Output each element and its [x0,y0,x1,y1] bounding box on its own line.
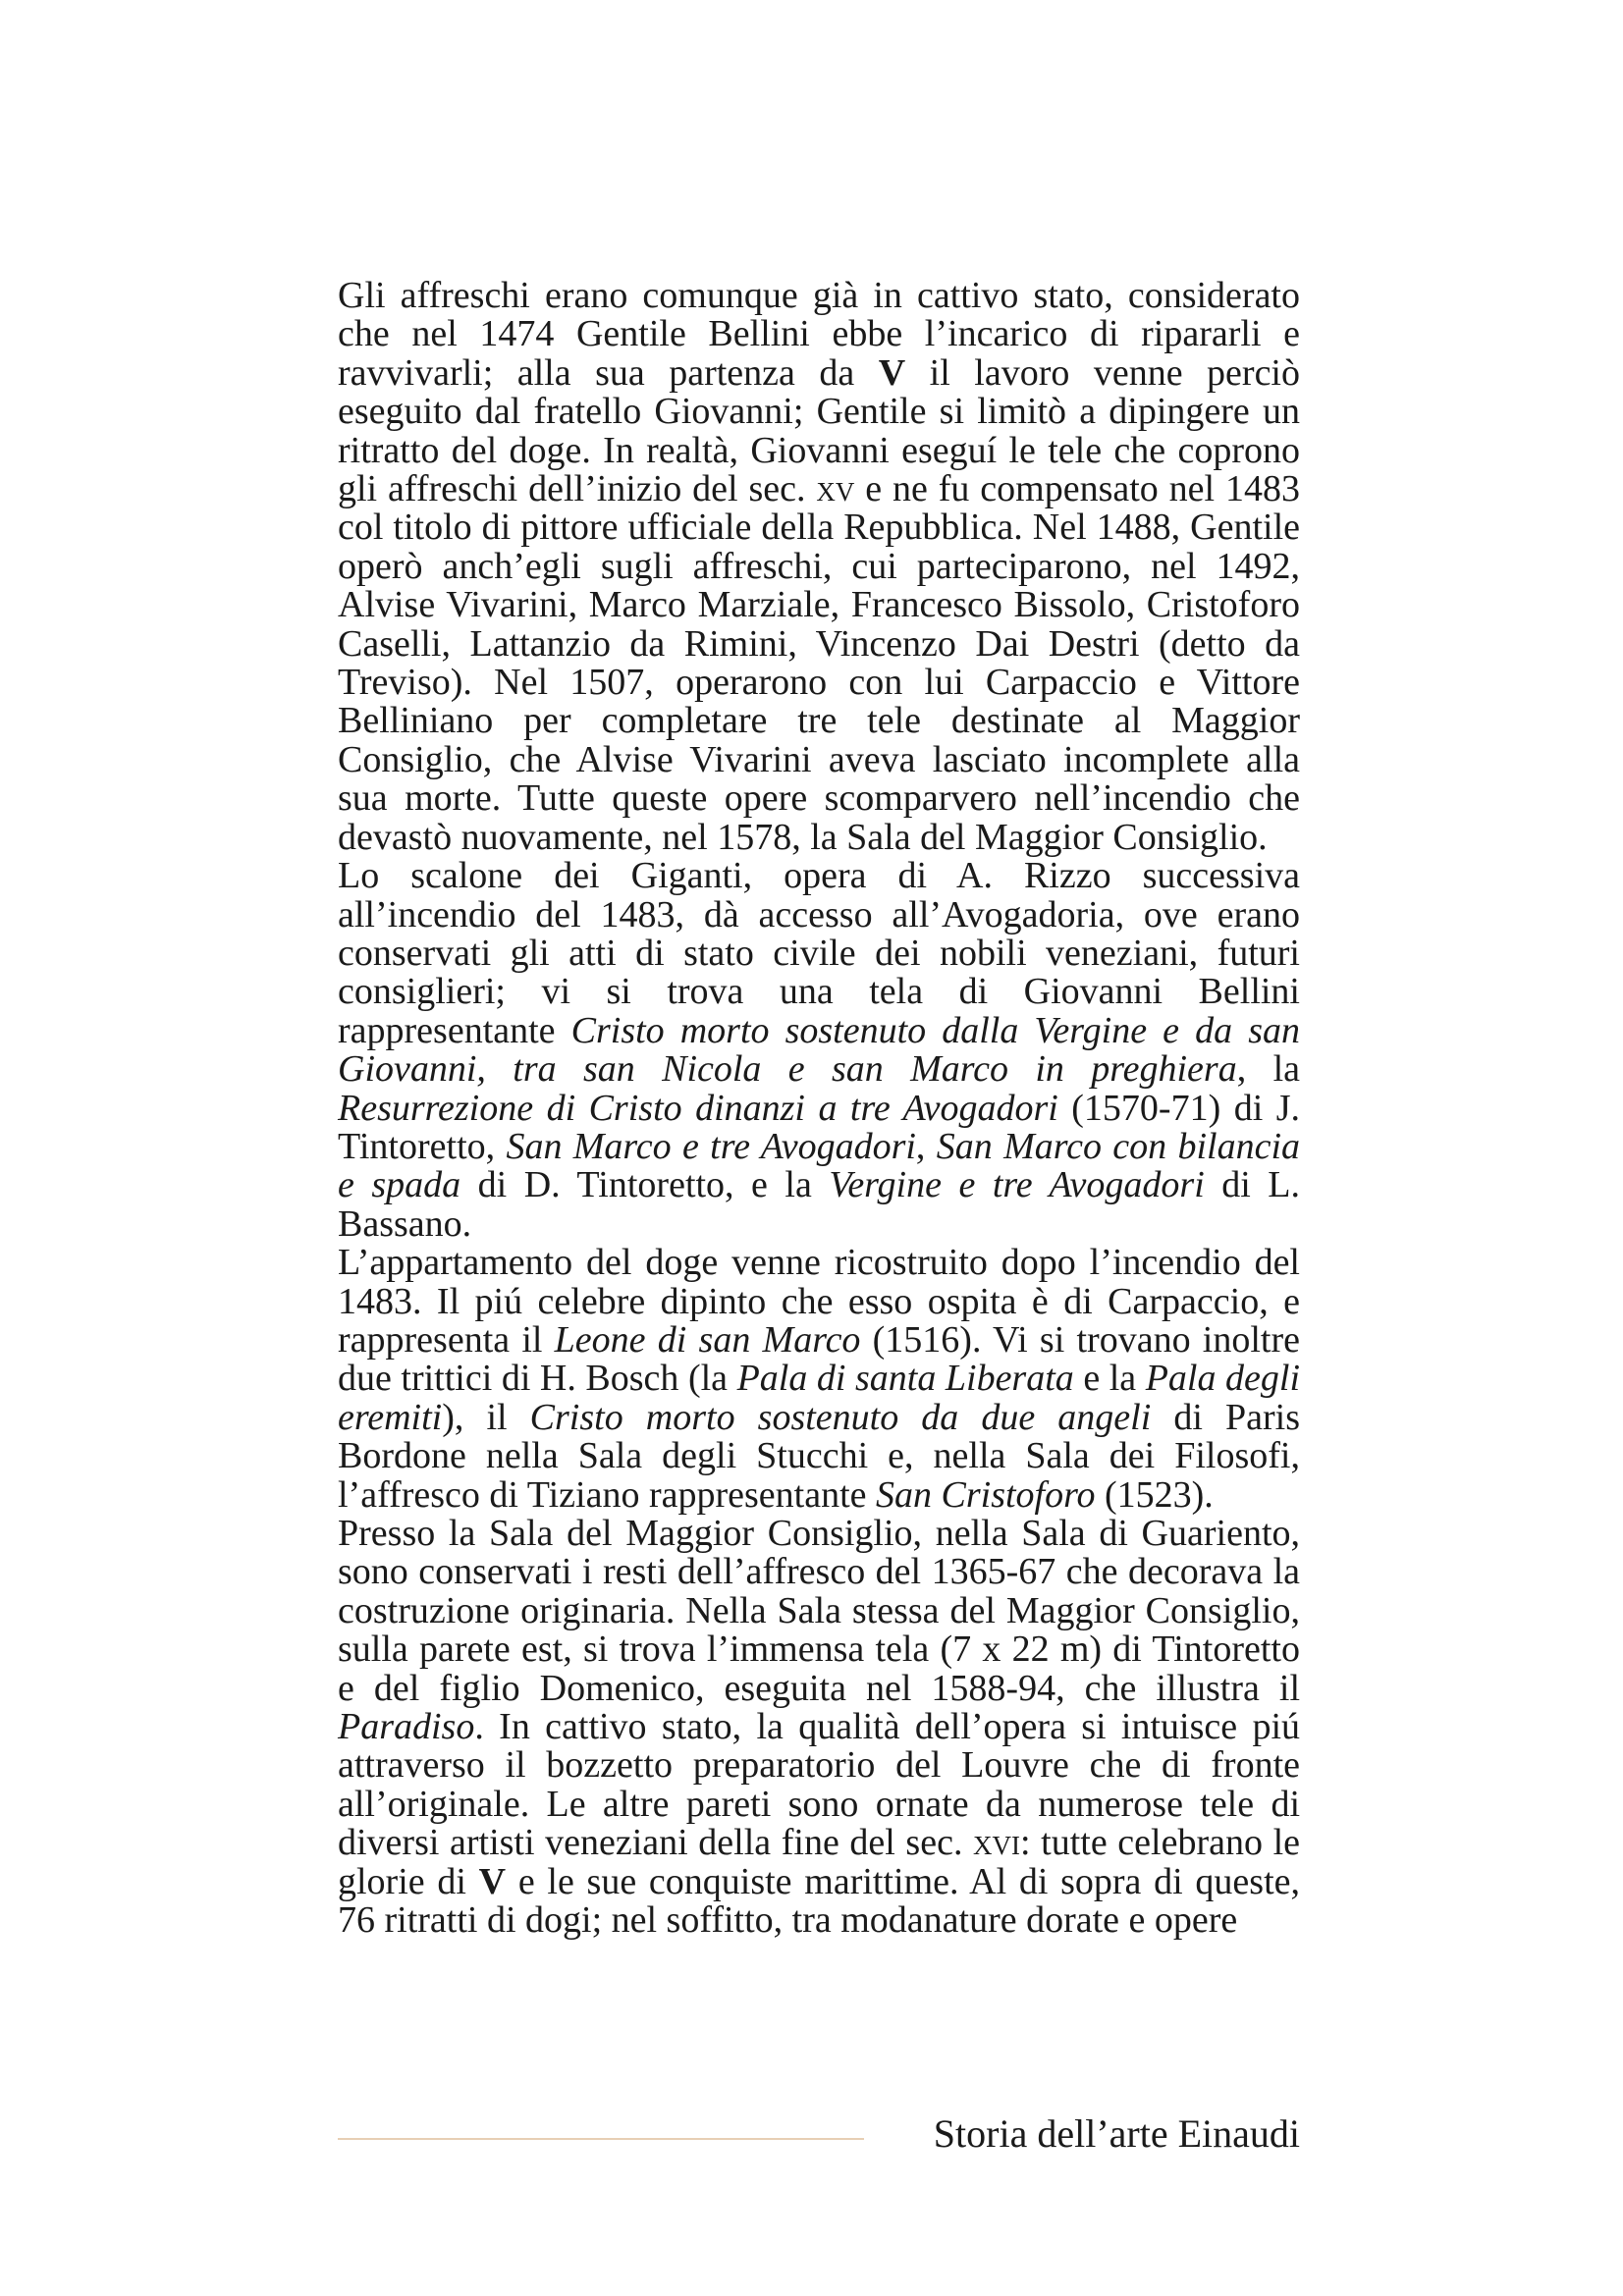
text-run: ), il [442,1396,530,1438]
body-text [338,277,1300,1940]
italic-title: Cristo morto sostenuto dalla Vergine e da san Giovanni, tra san Nicola e san Marco in preghiera [338,1009,1300,1091]
paragraph-3 [338,1244,1300,1515]
text-run: . In cattivo stato, la qualità dell’opera si intuisce piú attraverso il bozzetto preparatorio del Louvre che di fronte all’originale. Le altre pareti sono ornate da numerose tele di diversi artisti veneziani della fine del sec. [338,1706,1300,1864]
italic-title: Pala degli eremiti [338,1358,1300,1438]
bold-abbrev: V [878,351,906,394]
text-run: e ne fu compensato nel 1483 col titolo di pittore ufficiale della Repubblica. Nel 1488, Gentile operò anch’egli sugli affreschi, cui parteciparono, nel 1492, Alvise Vivarini, Marco Marziale, Francesco Bissolo, Cristoforo Caselli, Lattanzio da Rimini, Vincenzo Dai Destri (detto da Treviso). Nel 1507, operarono con lui Carpaccio e Vittore Belliniano per completare tre tele destinate al Maggior Consiglio, che Alvise Vivarini aveva lasciato incomplete alla sua morte. Tutte queste opere scomparvero nell’incendio che devastò nuovamente, nel 1578, la Sala del Maggior Consiglio. [338,468,1300,858]
text-run: Gli affreschi erano comunque già in cattivo stato, considerato che nel 1474 Gentile Bellini ebbe l’incarico di ripararli e ravvivarli; alla sua partenza da [338,275,1300,394]
italic-title: San Cristoforo [876,1473,1096,1516]
italic-title: Paradiso [338,1706,475,1748]
italic-title: Leone di san Marco [554,1318,861,1361]
footer-rule [338,2138,864,2140]
text-run: il lavoro venne perciò eseguito dal fratello Giovanni; Gentile si limitò a dipingere un ritratto del doge. In realtà, Giovanni eseguí le tele che coprono gli affreschi dell’inizio del sec. [338,351,1300,510]
italic-title: Cristo morto sostenuto da due angeli [529,1396,1152,1438]
text-run: (1516). Vi si trovano inoltre due trittici di H. Bosch (la [338,1318,1300,1400]
paragraph-1 [338,277,1300,857]
text-run: , la [1236,1048,1300,1091]
century-numeral: xvi [973,1822,1021,1864]
italic-title: Vergine e tre Avogadori [829,1164,1205,1206]
text-run: e la [1073,1358,1146,1400]
footer-title: Storia dell’arte Einaudi [933,2111,1300,2156]
text-run: L’appartamento del doge venne ricostruito dopo l’incendio del 1483. Il piú celebre dipinto che esso ospita è di Carpaccio, e rappresenta il [338,1242,1300,1361]
text-run: Presso la Sala del Maggior Consiglio, nella Sala di Guariento, sono conservati i resti dell’affresco del 1365-67 che decorava la costruzione originaria. Nella Sala stessa del Maggior Consiglio, sulla parete est, si trova l’immensa tela (7 x 22 m) di Tintoretto e del figlio Domenico, eseguita nel 1588-94, che illustra il [338,1513,1300,1709]
paragraph-2 [338,857,1300,1244]
paragraph-4 [338,1515,1300,1940]
bold-abbrev: V [478,1860,507,1902]
text-run: , [915,1125,937,1167]
italic-title: Pala di santa Liberata [736,1358,1074,1400]
italic-title: Resurrezione di Cristo dinanzi a tre Avogadori [338,1087,1058,1129]
text-run: (1523). [1095,1473,1214,1516]
text-run: di Paris Bordone nella Sala degli Stucchi e, nella Sala dei Filosofi, l’affresco di Tiziano rappresentante [338,1396,1301,1516]
italic-title: San Marco con bilancia e spada [338,1125,1300,1206]
text-run: : tutte celebrano le glorie di [338,1822,1300,1902]
text-run: di D. Tintoretto, e la [460,1164,830,1206]
italic-title: San Marco e tre Avogadori [506,1125,916,1167]
text-run: e le sue conquiste marittime. Al di sopra di queste, 76 ritratti di dogi; nel soffitto, tra modanature dorate e opere [338,1860,1300,1942]
century-numeral: xv [816,468,855,510]
text-run: (1570-71) di J. Tintoretto, [338,1087,1300,1167]
text-run: di L. Bassano. [338,1164,1300,1245]
text-run: Lo scalone dei Giganti, opera di A. Rizzo successiva all’incendio del 1483, dà accesso all’Avogadoria, ove erano conservati gli atti di stato civile dei nobili veneziani, futuri consiglieri; vi si trova una tela di Giovanni Bellini rappresentante [338,855,1300,1051]
